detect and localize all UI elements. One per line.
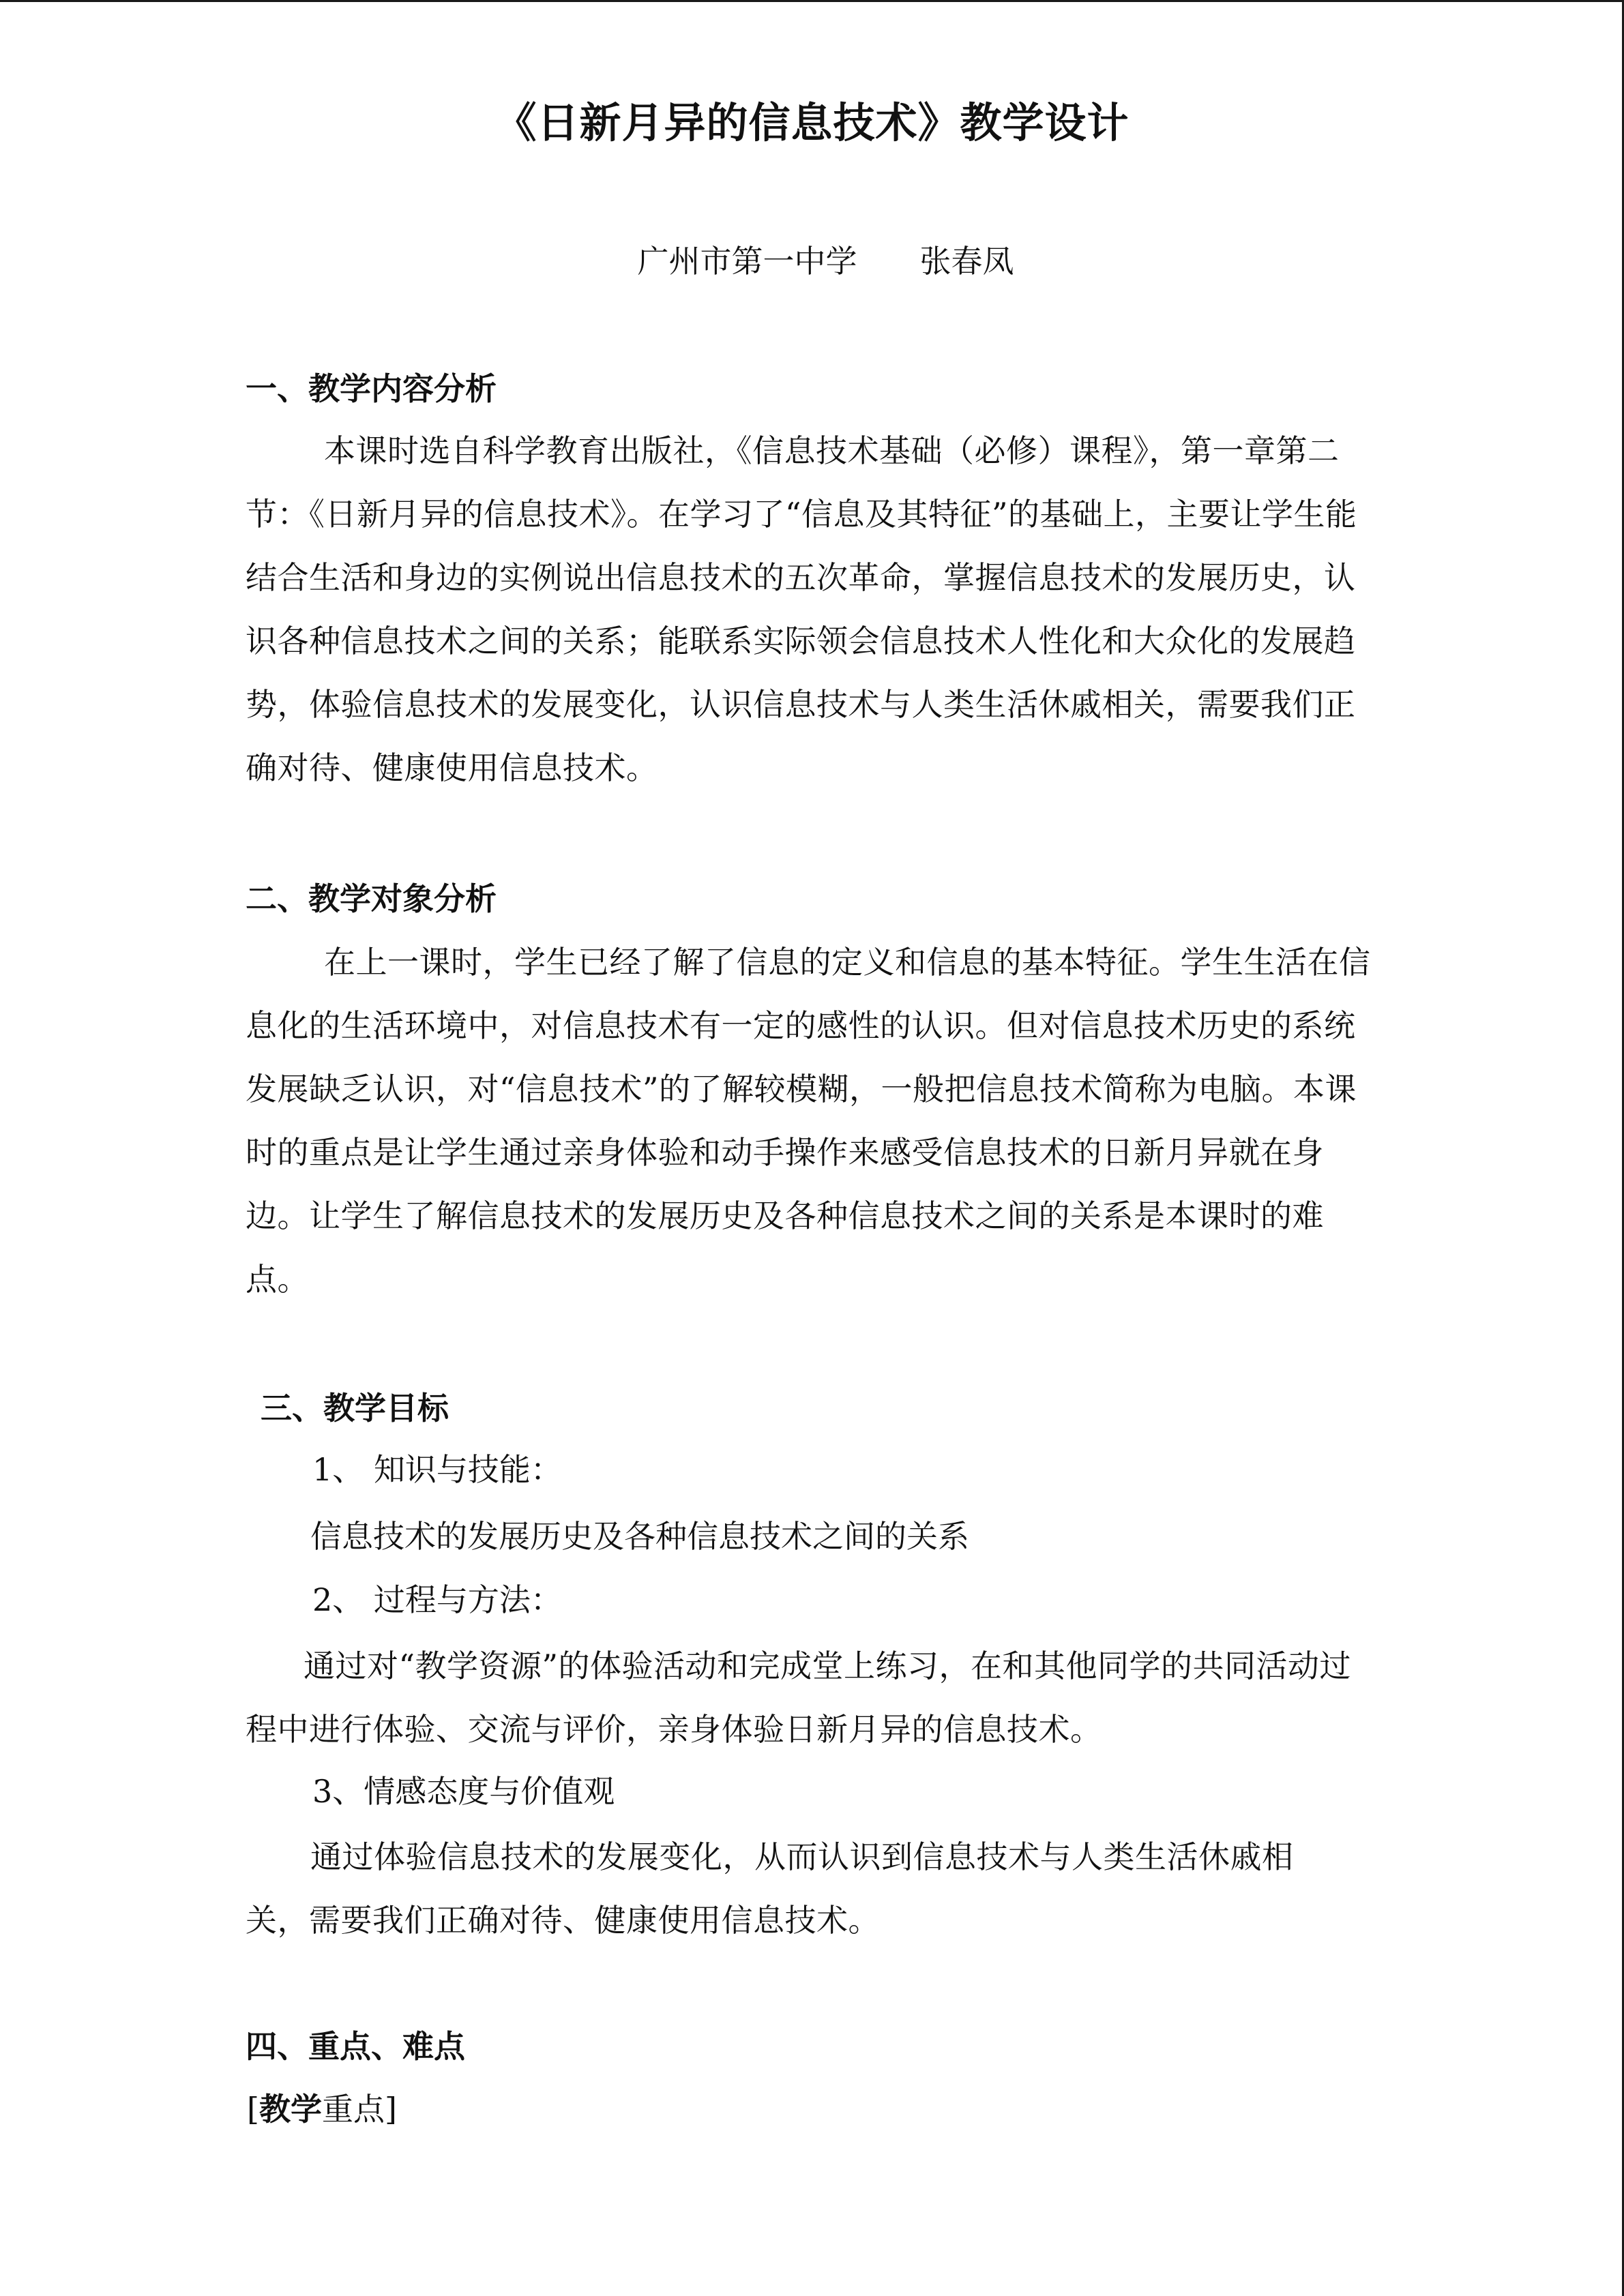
section-paragraph-student-analysis: 在上一课时，学生已经了解了信息的定义和信息的基本特征。学生生活在信息化的生活环境中，对信息技术有一定的感性的认识。但对信息技术历史的系统发展缺乏认识，对“信息技术”的了解较模糊，一般把信息技术简称为电脑。本课时的重点是让学生通过亲身体验和动手操作来感受信息技术的日新月异就在身边。让学生了解信息技术的发展历史及各种信息技术之间的关系是本课时的难点。 bbox=[246, 944, 1371, 1298]
objective-1-text: 信息技术的发展历史及各种信息技术之间的关系 bbox=[310, 1518, 969, 1555]
objective-1-label: 1、 知识与技能： bbox=[312, 1451, 562, 1488]
key-point-label-bold: 教学 bbox=[259, 2091, 322, 2128]
key-point-label bbox=[247, 2082, 397, 2136]
bracket-open: [ bbox=[247, 2091, 259, 2128]
objective-3-text: 通过体验信息技术的发展变化，从而认识到信息技术与人类生活休戚相关，需要我们正确对待、健康使用信息技术。 bbox=[246, 1838, 1294, 1939]
objective-2-text: 通过对“教学资源”的体验活动和完成堂上练习，在和其他同学的共同活动过程中进行体验、交流与评价，亲身体验日新月异的信息技术。 bbox=[246, 1648, 1352, 1748]
section-heading-student-analysis: 二、教学对象分析 bbox=[246, 880, 497, 917]
key-point-label-rest: 重点 bbox=[321, 2091, 385, 2128]
objective-2-label: 2、 过程与方法： bbox=[312, 1581, 562, 1618]
bracket-close: ] bbox=[384, 2091, 397, 2128]
section-heading-content-analysis: 一、教学内容分析 bbox=[246, 370, 497, 407]
author-school: 广州市第一中学 bbox=[637, 243, 857, 280]
author-name: 张春凤 bbox=[919, 243, 1014, 280]
section-heading-objectives: 三、教学目标 bbox=[261, 1390, 449, 1427]
objective-3-label: 3、情感态度与价值观 bbox=[312, 1773, 615, 1810]
author-line bbox=[0, 234, 1624, 288]
document-title: 《日新月异的信息技术》教学设计 bbox=[494, 99, 1130, 147]
section-heading-key-points: 四、重点、难点 bbox=[246, 2028, 465, 2065]
section-paragraph-content-analysis: 本课时选自科学教育出版社，《信息技术基础（必修）课程》，第一章第二节：《日新月异的信息技术》。在学习了“信息及其特征”的基础上，主要让学生能结合生活和身边的实例说出信息技术的五次革命，掌握信息技术的发展历史，认识各种信息技术之间的关系；能联系实际领会信息技术人性化和大众化的发展趋势，体验信息技术的发展变化，认识信息技术与人类生活休戚相关，需要我们正确对待、健康使用信息技术。 bbox=[246, 432, 1357, 786]
